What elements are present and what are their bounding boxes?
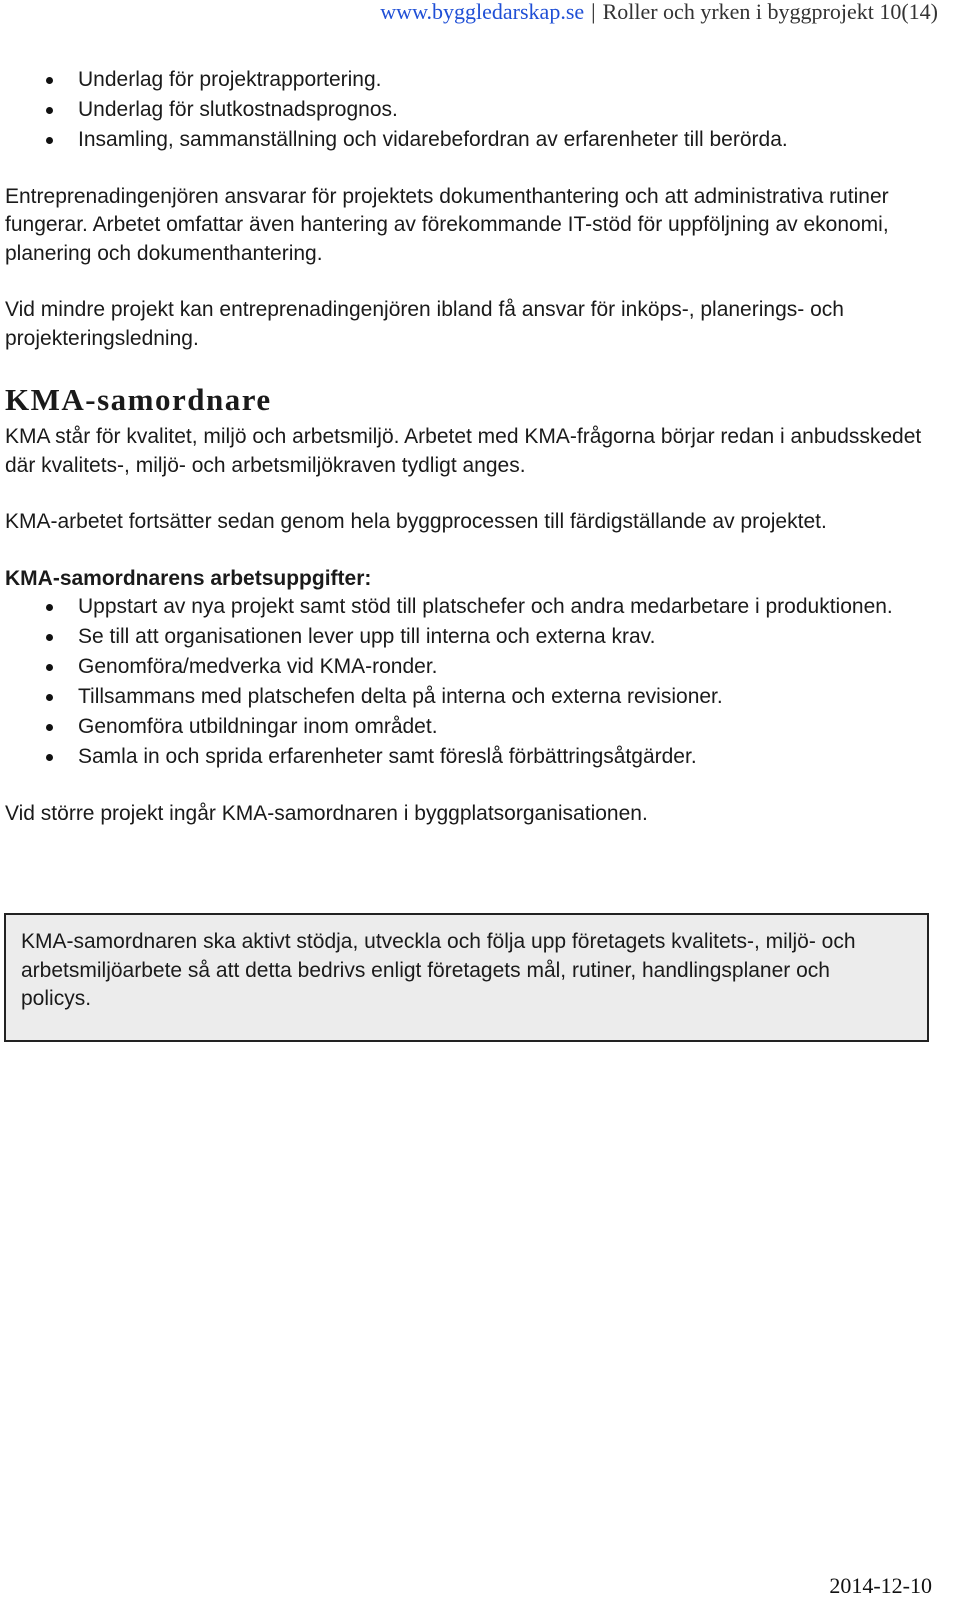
paragraph-kma-definition: KMA står för kvalitet, miljö och arbetsmiljö. Arbetet med KMA-frågorna börjar redan i anbudsskedet där kvalitets-, miljö- och arbetsmiljökraven tydligt anges. (5, 425, 922, 477)
list-item: Samla in och sprida erfarenheter samt föreslå förbättringsåtgärder. (5, 743, 945, 772)
footer-date: 2014-12-10 (829, 1573, 932, 1598)
document-body (5, 66, 945, 828)
list-item: Underlag för projektrapportering. (5, 66, 945, 95)
tasks-bullet-list (5, 593, 945, 772)
list-item: Uppstart av nya projekt samt stöd till platschefer och andra medarbetare i produktionen. (5, 593, 945, 622)
callout-box (4, 913, 929, 1042)
tasks-heading: KMA-samordnarens arbetsuppgifter: (5, 566, 372, 590)
header-separator: | (591, 0, 596, 24)
intro-bullet-list (5, 66, 945, 155)
paragraph-larger-projects: Vid större projekt ingår KMA-samordnaren i byggplatsorganisationen. (5, 801, 648, 825)
list-item: Genomföra utbildningar inom området. (5, 713, 945, 742)
list-item: Tillsammans med platschefen delta på interna och externa revisioner. (5, 683, 945, 712)
site-link[interactable]: www.byggledarskap.se (380, 0, 585, 24)
section-heading-kma: KMA-samordnare (5, 382, 272, 417)
paragraph-smaller-projects: Vid mindre projekt kan entreprenadingenjören ibland få ansvar för inköps-, planerings- och projekteringsledning. (5, 298, 844, 350)
list-item: Genomföra/medverka vid KMA-ronder. (5, 653, 945, 682)
page-header (380, 0, 938, 36)
list-item: Underlag för slutkostnadsprognos. (5, 96, 945, 125)
paragraph-kma-process: KMA-arbetet fortsätter sedan genom hela byggprocessen till färdigställande av projektet. (5, 510, 827, 533)
list-item: Insamling, sammanställning och vidarebefordran av erfarenheter till berörda. (5, 126, 945, 155)
callout-text: KMA-samordnaren ska aktivt stödja, utveckla och följa upp företagets kvalitets-, miljö- och arbetsmiljöarbete så att detta bedrivs enligt företagets mål, rutiner, handlingsplaner och policys. (21, 930, 856, 1010)
document-title: Roller och yrken i byggprojekt 10(14) (602, 0, 938, 24)
paragraph-documentation: Entreprenadingenjören ansvarar för projektets dokumenthantering och att administrativa rutiner fungerar. Arbetet omfattar även hantering av förekommande IT-stöd för uppföljning av ekonomi, planering och dokumenthantering. (5, 184, 889, 265)
list-item: Se till att organisationen lever upp till interna och externa krav. (5, 623, 945, 652)
